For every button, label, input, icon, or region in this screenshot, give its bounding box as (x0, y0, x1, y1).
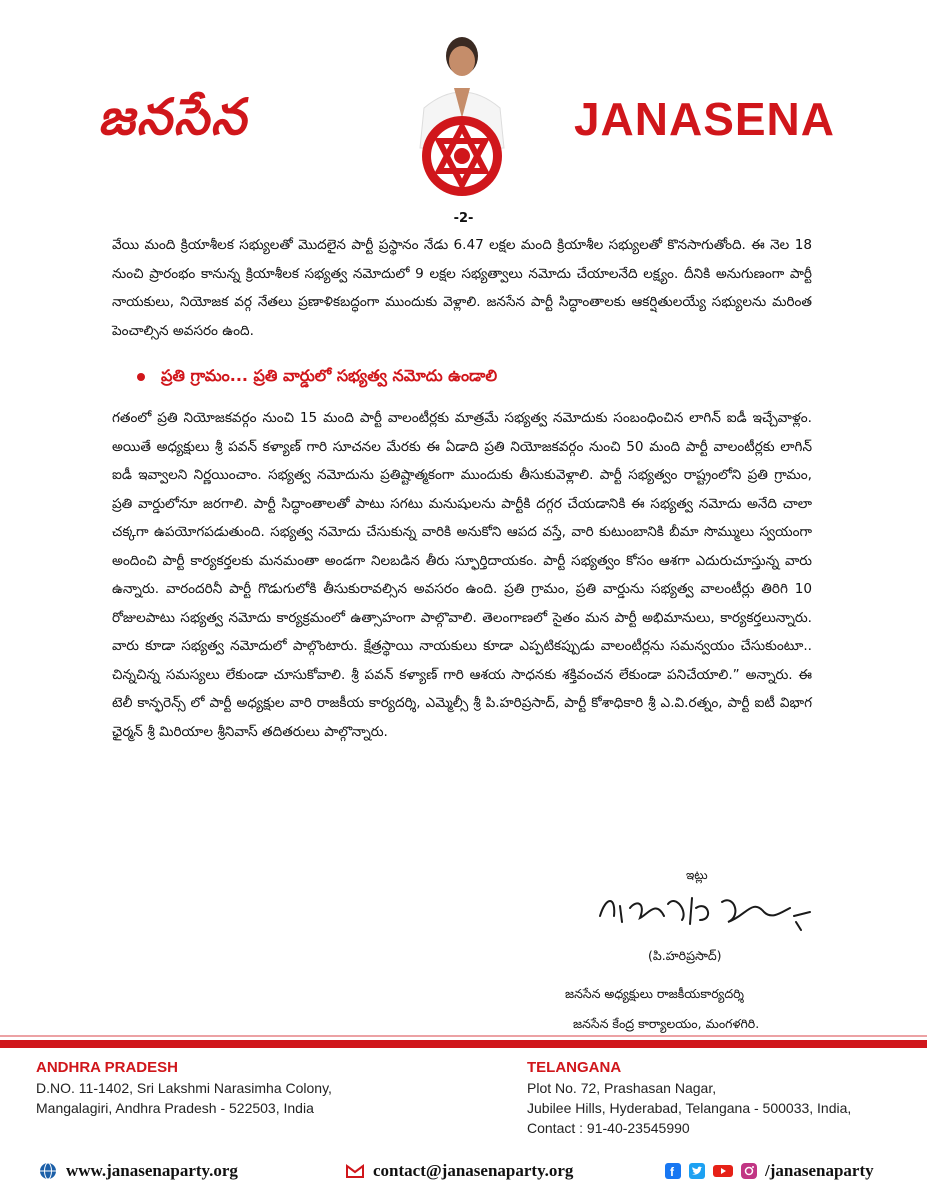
footer-divider (0, 1040, 927, 1048)
telangana-heading: TELANGANA (527, 1059, 622, 1076)
social-handle[interactable]: /janasenaparty (765, 1161, 874, 1180)
globe-icon (38, 1161, 58, 1181)
signature-closing: ఇట్లు (686, 868, 708, 882)
andhra-address (36, 1058, 332, 1118)
logo-english: JANASENA (573, 93, 835, 145)
bullet-heading (137, 366, 497, 389)
email-text[interactable]: contact@janasenaparty.org (373, 1161, 574, 1180)
svg-text:f: f (670, 1165, 674, 1179)
telangana-line3: Contact : 91-40-23545990 (527, 1120, 690, 1136)
telangana-line1: Plot No. 72, Prashasan Nagar, (527, 1080, 717, 1096)
intro-paragraph: వేయి మంది క్రియాశీలక సభ్యులతో మొదలైన పార్టీ ప్రస్థానం నేడు 6.47 లక్షల మంది క్రియాశీల సభ్యులతో కొనసాగుతోంది. ఈ నెల 18 నుంచి ప్రారంభం కానున్న క్రియాశీలక సభ్యత్వ నమోదులో 9 లక్షల సభ్యత్వాలు నమోదు చేయాలనేది లక్ష్యం. దీనికి అనుగుణంగా పార్టీ నాయకులు, నియోజక వర్గ నేతలు ప్రణాళికబద్ధంగా ముందుకు వెళ్లాలి. జనసేన పార్టీ సిద్ధాంతాలకు ఆకర్షితులయ్యే సభ్యులను మరింత పెంచాల్సిన అవసరం ఉంది. (112, 237, 812, 339)
andhra-heading: ANDHRA PRADESH (36, 1059, 178, 1076)
handwritten-signature (596, 886, 818, 938)
website-text[interactable]: www.janasenaparty.org (66, 1161, 238, 1180)
andhra-line1: D.NO. 11-1402, Sri Lakshmi Narasimha Colony, (36, 1080, 332, 1096)
facebook-icon[interactable] (665, 1163, 681, 1179)
mail-icon (345, 1163, 365, 1179)
bullet-dot-icon (137, 373, 145, 381)
email-link[interactable] (345, 1161, 573, 1181)
logo-telugu: జనసేన (98, 88, 248, 146)
contact-bar (0, 1155, 927, 1187)
page-number: -2- (453, 211, 474, 226)
bullet-heading-text: ప్రతి గ్రామం... ప్రతి వార్డులో సభ్యత్వ నమోదు ఉండాలి (161, 366, 498, 385)
twitter-icon[interactable] (689, 1163, 705, 1179)
instagram-icon[interactable] (741, 1163, 757, 1179)
leader-emblem-image (404, 28, 520, 200)
telangana-line2: Jubilee Hills, Hyderabad, Telangana - 500033, India, (527, 1100, 852, 1116)
signatory-name: (పి.హరిప్రసాద్) (648, 948, 722, 963)
telangana-address (527, 1058, 851, 1138)
main-paragraph: గతంలో ప్రతి నియోజకవర్గం నుంచి 15 మంది పార్టీ వాలంటీర్లకు మాత్రమే సభ్యత్వ నమోదుకు సంబంధించిన లాగిన్ ఐడీ ఇచ్చేవాళ్లం. అయితే అధ్యక్షులు శ్రీ పవన్ కళ్యాణ్ గారి సూచనల మేరకు ఈ ఏడాది ప్రతి నియోజకవర్గం నుంచి 50 మంది పార్టీ వాలంటీర్లకు లాగిన్ ఐడీ ఇవ్వాలని నిర్ణయించాం. సభ్యత్వ నమోదును ప్రతిష్టాత్మకంగా ముందుకు తీసుకువెళ్లాలి. పార్టీ సభ్యత్వం రాష్ట్రంలోని ప్రతి గ్రామం, ప్రతి వార్డులోనూ జరగాలి. పార్టీ సిద్ధాంతాలతో పాటు సగటు మనుషులను పార్టీకి దగ్గర చేయడానికి ఈ సభ్యత్వ నమోదు అనేది చాలా చక్కగా ఉపయోగపడుతుంది. సభ్యత్వ నమోదు చేసుకున్న వారికి అనుకోని ఆపద వస్తే, వారి కుటుంబానికి బీమా సొమ్ములు స్వయంగా అందించి పార్టీ కార్యకర్తలకు మనమంతా అండగా నిలబడిన తీరు స్ఫూర్తిదాయకం. పార్టీ సభ్యత్వం కోసం ఆశగా ఎదురుచూస్తున్న వారు ఉన్నారు. వారందరినీ పార్టీ గొడుగులోకి తీసుకురావల్సిన అవసరం ఉంది. ప్రతి గ్రామం, ప్రతి వార్డును సభ్యత్వ వాలంటీర్లు తిరిగి 10 రోజులపాటు సభ్యత్వ నమోదు కార్యక్రమంలో ఉత్సాహంగా పాల్గొవాలి. తెలంగాణలో సైతం మన పార్టీ అభిమానులు, కార్యకర్తలున్నారు. వారు కూడా సభ్యత్వ నమోదులో పాల్గొంటారు. క్షేత్రస్థాయి నాయకులు కూడా ఎప్పటికప్పుడు వాలంటీర్లను సమన్వయం చేసుకుంటూ.. చిన్నచిన్న సమస్యలు లేకుండా చూసుకోవాలి. శ్రీ పవన్ కళ్యాణ్ గారి ఆశయ సాధనకు శక్తివంచన లేకుండా పనిచేయాలి.” అన్నారు. ఈ టెలీ కాన్ఫరెన్స్ లో పార్టీ అధ్యక్షుల వారి రాజకీయ కార్యదర్శి, ఎమ్మెల్సీ శ్రీ పి.హరిప్రసాద్, పార్టీ కోశాధికారి శ్రీ ఎ.వి.రత్నం, పార్టీ ఐటీ విభాగ ఛైర్మన్ శ్రీ మిరియాల శ్రీనివాస్ తదితరులు పాల్గొన్నారు. (112, 410, 812, 740)
website-link[interactable] (38, 1161, 238, 1181)
signatory-title: జనసేన అధ్యక్షులు రాజకీయకార్యదర్శి (565, 986, 744, 1001)
footer-divider-thin (0, 1035, 927, 1037)
signatory-office: జనసేన కేంద్ర కార్యాలయం, మంగళగిరి. (573, 1016, 760, 1031)
social-links[interactable] (665, 1161, 874, 1181)
youtube-icon[interactable] (713, 1163, 733, 1179)
andhra-line2: Mangalagiri, Andhra Pradesh - 522503, India (36, 1100, 314, 1116)
